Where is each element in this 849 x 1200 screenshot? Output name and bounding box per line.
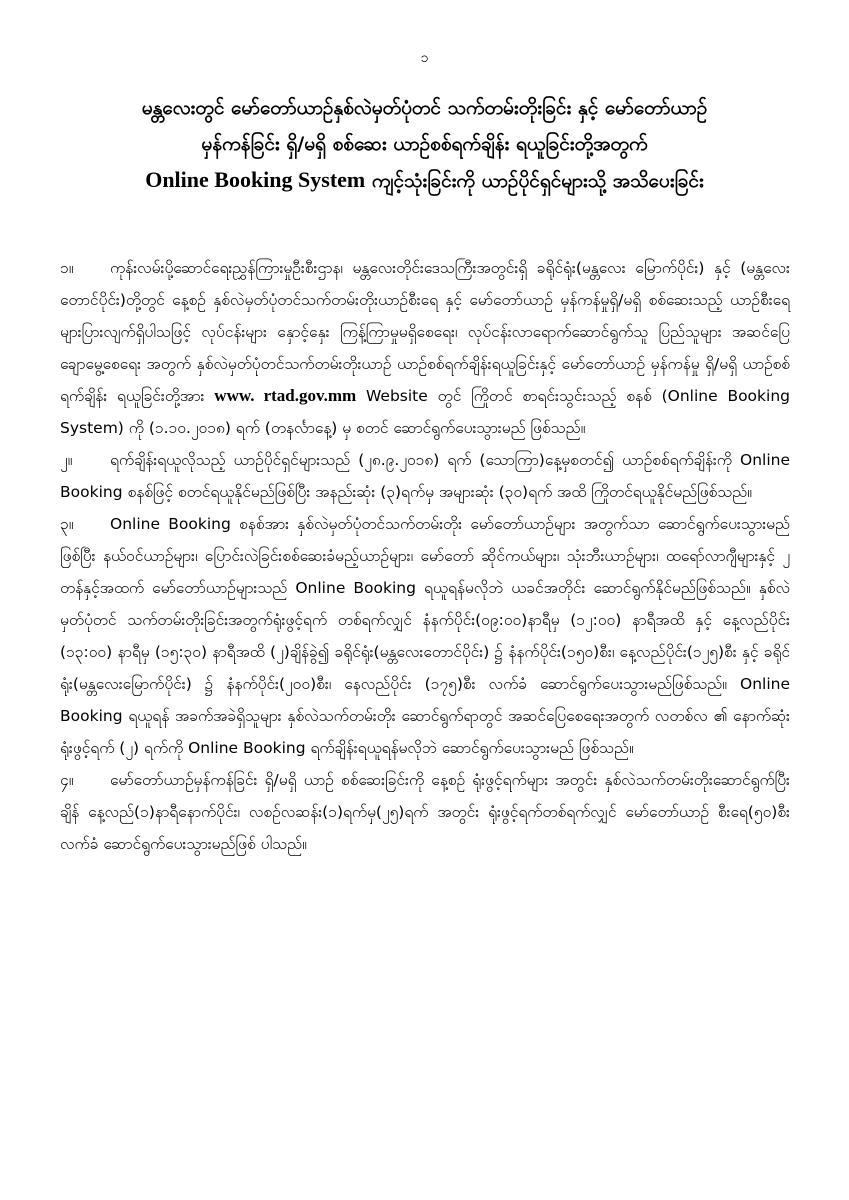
title-line-2: မှန်ကန်ခြင်း ရှိ/မရှိ စစ်ဆေး ယာဉ်စစ်ရက်ချိန်း ရယူခြင်းတို့အတွက် [201, 133, 648, 155]
document-body [60, 252, 790, 860]
paragraph-text: Online Booking စနစ်အား နှစ်လဲမှတ်ပုံတင်သက်တမ်းတိုး မော်တော်ယာဉ်များ အတွက်သာ ဆောင်ရွက်ပေးသွားမည်ဖြစ်ပြီး နယ်ဝင်ယာဉ်များ၊ ပြောင်းလဲခြင်းစစ်ဆေးခံမည့်ယာဉ်များ၊ မော်တော် ဆိုင်ကယ်များ၊ သုံးဘီးယာဉ်များ၊ ထရော်လာဂျီများနှင့် ၂ တန်နှင့်အထက် မော်တော်ယာဉ်များသည် Online Booking ရယူရန်မလိုဘဲ ယခင်အတိုင်း ဆောင်ရွက်နိုင်မည်ဖြစ်သည်။ နှစ်လဲမှတ်ပုံတင် သက်တမ်းတိုးခြင်းအတွက်ရုံးဖွင့်ရက် တစ်ရက်လျှင် နံနက်ပိုင်း(၀၉:၀၀)နာရီမှ (၁၂:၀၀) နာရီအထိ နှင့် နေ့လည်ပိုင်း (၁၃:၀၀) နာရီမှ (၁၅:၃၀) နာရီအထိ (၂)ချိန်ခွဲ၍ ခရိုင်ရုံး(မန္တလေးတောင်ပိုင်း) ၌ နံနက်ပိုင်း(၁၅၀)စီး၊ နေ့လည်ပိုင်း(၁၂၅)စီး နှင့် ခရိုင်ရုံး(မန္တလေးမြောက်ပိုင်း) ၌ နံနက်ပိုင်း(၂၀၀)စီး၊ နေလည်ပိုင်း (၁၇၅)စီး လက်ခံ ဆောင်ရွက်ပေးသွားမည်ဖြစ်သည်။ Online Booking ရယူရန် အခက်အခဲရှိသူများ နှစ်လဲသက်တမ်းတိုး ဆောင်ရွက်ရာတွင် အဆင်ပြေစေရေးအတွက် လတစ်လ ၏ နောက်ဆုံး ရုံးဖွင့်ရက် (၂) ရက်ကို Online Booking ရက်ချိန်းရယူရန်မလိုဘဲ ဆောင်ရွက်ပေးသွားမည် ဖြစ်သည်။ [60, 515, 790, 757]
paragraph-number: ၃။ [60, 515, 74, 533]
title-system-name: Online Booking System [145, 167, 366, 192]
paragraph-3 [60, 508, 790, 764]
paragraph-2 [60, 444, 790, 508]
paragraph-text: ကုန်းလမ်းပို့ဆောင်ရေးညွှန်ကြားမှုဦးစီးဌာန၊ မန္တလေးတိုင်းဒေသကြီးအတွင်းရှိ ခရိုင်ရုံး(မန္တလေး မြောက်ပိုင်း) နှင့် (မန္တလေးတောင်ပိုင်း)တို့တွင် နေ့စဉ် နှစ်လဲမှတ်ပုံတင်သက်တမ်းတိုးယာဉ်စီးရေ နှင့် မော်တော်ယာဉ် မှန်ကန်မှုရှိ/မရှိ စစ်ဆေးသည့် ယာဉ်စီးရေ များပြားလျက်ရှိပါသဖြင့် လုပ်ငန်းများ နှောင့်နှေး ကြန့်ကြာမှုမရှိစေရေး၊ လုပ်ငန်းလာရောက်ဆောင်ရွက်သူ ပြည်သူများ အဆင်ပြေ ချောမွေ့စေရေး အတွက် နှစ်လဲမှတ်ပုံတင်သက်တမ်းတိုးယာဉ် ယာဉ်စစ်ရက်ချိန်းရယူခြင်းနှင့် မော်တော်ယာဉ် မှန်ကန်မှု ရှိ/မရှိ ယာဉ်စစ် ရက်ချိန်း ရယူခြင်းတို့အား [60, 259, 790, 405]
website-url: www. rtad.gov.mm [214, 386, 357, 405]
paragraph-text-cont: Website တွင် ကြိုတင် စာရင်းသွင်းသည့် စနစ် (Online Booking System) ကို (၁.၁၀.၂၀၁၈) ရက် (တနင်္လာနေ့) မှ စတင် ဆောင်ရွက်ပေးသွားမည် ဖြစ်သည်။ [60, 387, 790, 437]
paragraph-number: ၁။ [60, 259, 74, 277]
document-title [60, 90, 789, 199]
title-line-3-text: ကျင့်သုံးခြင်းကို ယာဉ်ပိုင်ရှင်များသို့ အသိပေးခြင်း [365, 170, 704, 192]
paragraph-text: မော်တော်ယာဉ်မှန်ကန်ခြင်း ရှိ/မရှိ ယာဉ် စစ်ဆေးခြင်းကို နေ့စဉ် ရုံးဖွင့်ရက်များ အတွင်း နှစ်လဲသက်တမ်းတိုးဆောင်ရွက်ပြီးချိန် နေ့လည်(၁)နာရီနောက်ပိုင်း၊ လစဉ်လဆန်း(၁)ရက်မှ(၂၅)ရက် အတွင်း ရုံးဖွင့်ရက်တစ်ရက်လျှင် မော်တော်ယာဉ် စီးရေ(၅၀)စီး လက်ခံ ဆောင်ရွက်ပေးသွားမည်ဖြစ် ပါသည်။ [60, 771, 790, 853]
paragraph-1 [60, 252, 790, 444]
paragraph-number: ၂။ [60, 451, 73, 469]
title-line-1: မန္တလေးတွင် မော်တော်ယာဉ်နှစ်လဲမှတ်ပုံတင် သက်တမ်းတိုးခြင်း နှင့် မော်တော်ယာဉ် [141, 97, 708, 119]
paragraph-number: ၄။ [60, 771, 74, 789]
title-line-3 [60, 162, 789, 199]
paragraph-text: ရက်ချိန်းရယူလိုသည့် ယာဉ်ပိုင်ရှင်များသည် (၂၈.၉.၂၀၁၈) ရက် (သောကြာ)နေ့မှစတင်၍ ယာဉ်စစ်ရက်ချိန်းကို Online Booking စနစ်ဖြင့် စတင်ရယူနိုင်မည်ဖြစ်ပြီး အနည်းဆုံး (၃)ရက်မှ အများဆုံး (၃၀)ရက် အထိ ကြိုတင်ရယူနိုင်မည်ဖြစ်သည်။ [60, 451, 790, 501]
paragraph-4 [60, 764, 790, 860]
page-number: ၁ [420, 50, 429, 66]
